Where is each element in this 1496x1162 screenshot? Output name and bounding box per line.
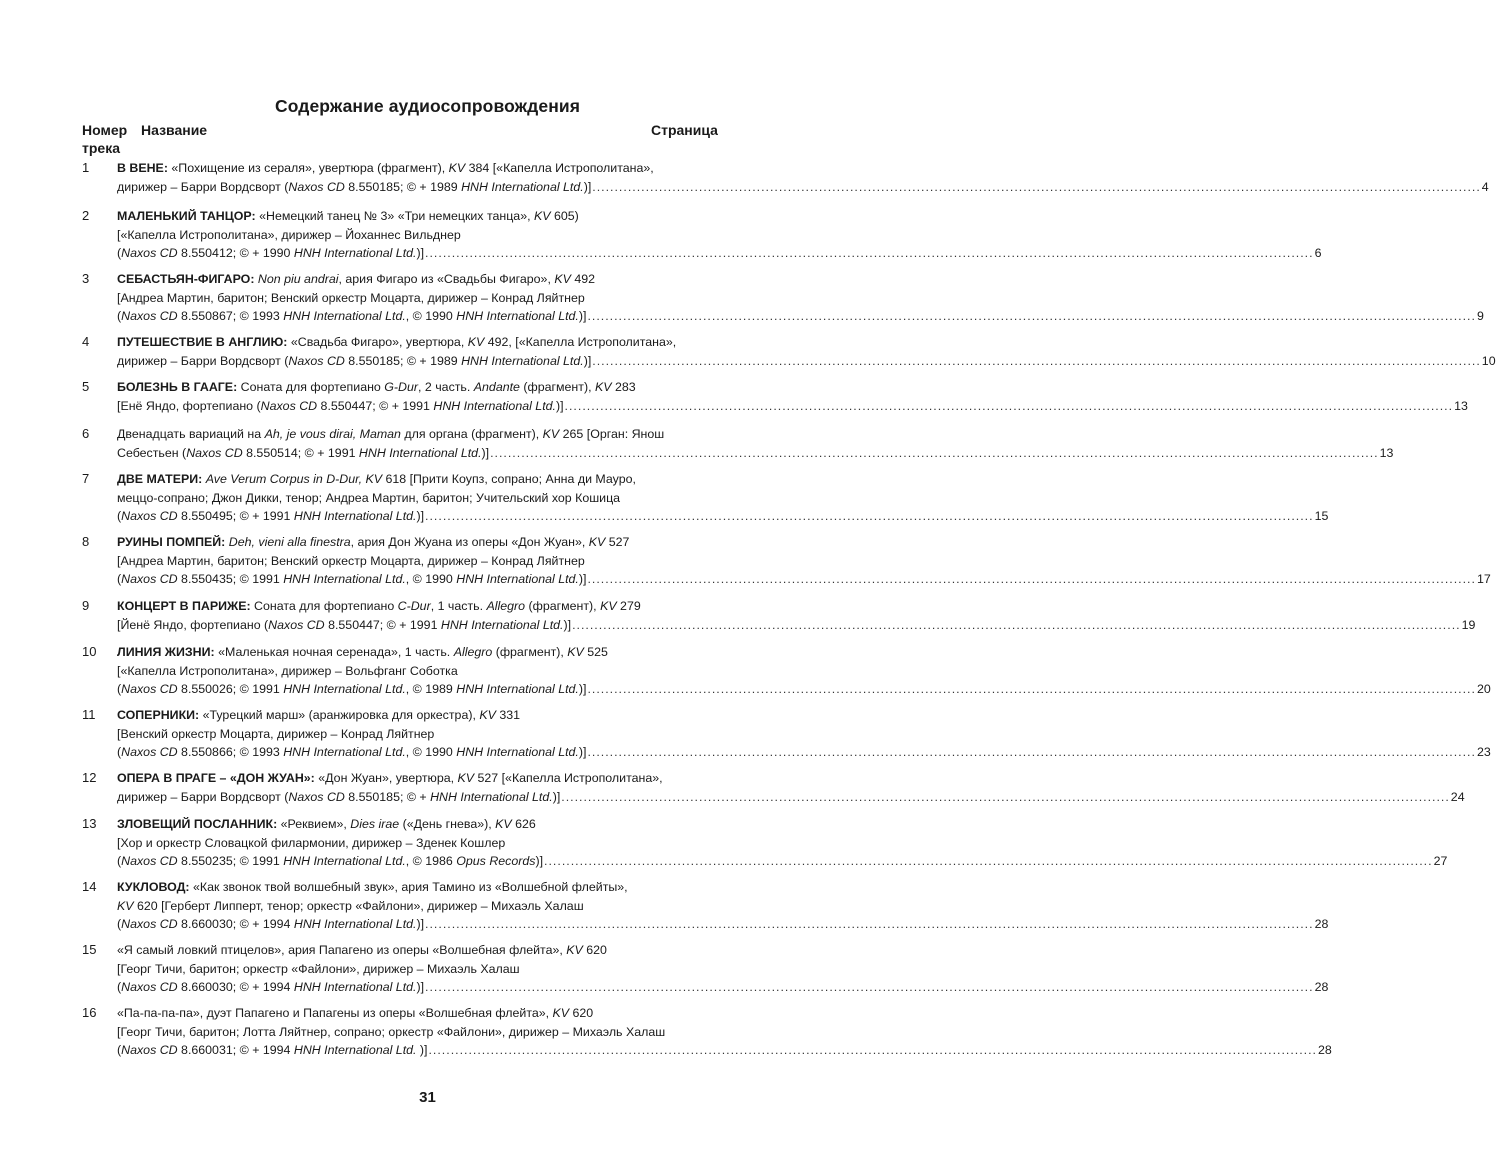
dot-leader: ........................................................................................................................................................................................................: [587, 572, 1476, 586]
track-description: [117, 878, 1329, 934]
track-text-line: ПУТЕШЕСТВИЕ В АНГЛИЮ: «Свадьба Фигаро», увертюра, KV 492, [«Капелла Истрополитана»,: [117, 335, 677, 349]
track-description: [117, 1004, 1332, 1060]
track-description: [117, 425, 1394, 462]
track-text-line: (Naxos CD 8.660031; © + 1994 HNH International Ltd. )]: [117, 1043, 428, 1057]
track-page: 28: [1314, 917, 1329, 931]
track-text-line: [Хор и оркестр Словацкой филармонии, дирижер – Зденек Кошлер: [117, 835, 506, 850]
track-description: [117, 706, 1491, 762]
track-text-line: [Енё Яндо, фортепиано (Naxos CD 8.550447; © + 1991 HNH International Ltd.)]: [117, 398, 564, 413]
track-page: 19: [1461, 617, 1476, 632]
track-number: 3: [82, 271, 90, 286]
column-header-title: Название: [141, 122, 208, 138]
track-text-line: дирижер – Барри Вордсворт (Naxos CD 8.550185; © + 1989 HNH International Ltd.)]: [117, 353, 592, 368]
track-page: 15: [1314, 509, 1329, 523]
track-page: 6: [1314, 246, 1322, 260]
track-text-line: [Георг Тичи, баритон; оркестр «Файлони», дирижер – Михаэль Халаш: [117, 961, 520, 976]
track-page: 23: [1476, 745, 1491, 759]
track-number: 8: [82, 534, 90, 549]
track-number: 4: [82, 334, 90, 349]
track-page: 17: [1476, 572, 1491, 586]
track-number: 11: [82, 707, 96, 722]
track-number: 2: [82, 208, 90, 223]
track-text-line: Двенадцать вариаций на Ah, je vous dirai, Maman для органа (фрагмент), KV 265 [Орган: Янош: [117, 427, 665, 441]
track-description: [117, 815, 1448, 871]
dot-leader: ........................................................................................................................................................................................................: [425, 246, 1314, 260]
track-text-line: ЗЛОВЕЩИЙ ПОСЛАННИК: «Реквием», Dies irae («День гнева»), KV 626: [117, 817, 536, 831]
track-description: [117, 333, 1496, 370]
track-text-line: (Naxos CD 8.550867; © 1993 HNH International Ltd., © 1990 HNH International Ltd.)]: [117, 309, 587, 323]
track-description: [117, 159, 1489, 196]
track-text-line: КУКЛОВОД: «Как звонок твой волшебный звук», ария Тамино из «Волшебной флейты»,: [117, 880, 628, 894]
track-number: 7: [82, 471, 90, 486]
track-text-line: [Венский оркестр Моцарта, дирижер – Конрад Ляйтнер: [117, 726, 435, 741]
track-number: 5: [82, 379, 90, 394]
dot-leader: ........................................................................................................................................................................................................: [587, 745, 1476, 759]
track-text-line: «Па-па-па-па», дуэт Папагено и Папагены из оперы «Волшебная флейта», KV 620: [117, 1006, 594, 1020]
column-header-number: Номер трека: [82, 122, 128, 156]
dot-leader: ........................................................................................................................................................................................................: [490, 445, 1379, 460]
track-number: 10: [82, 644, 97, 659]
track-text-line: KV 620 [Герберт Липперт, тенор; оркестр «Файлони», дирижер – Михаэль Халаш: [117, 898, 584, 913]
track-text-line: дирижер – Барри Вордсворт (Naxos CD 8.550185; © + HNH International Ltd.)]: [117, 789, 561, 804]
track-text-line: (Naxos CD 8.550435; © 1991 HNH International Ltd., © 1990 HNH International Ltd.)]: [117, 572, 587, 586]
track-text-line: меццо-сопрано; Джон Дикки, тенор; Андреа Мартин, баритон; Учительский хор Кошица: [117, 490, 621, 505]
page-title: Содержание аудиосопровождения: [274, 96, 581, 116]
track-description: [117, 597, 1476, 634]
track-text-line: Себестьен (Naxos CD 8.550514; © + 1991 HNH International Ltd.)]: [117, 445, 490, 460]
track-description: [117, 769, 1465, 806]
track-text-line: СОПЕРНИКИ: «Турецкий марш» (аранжировка для оркестра), KV 331: [117, 708, 521, 722]
track-number: 1: [82, 160, 90, 175]
track-text-line: (Naxos CD 8.660030; © + 1994 HNH International Ltd.)]: [117, 917, 425, 931]
track-page: 27: [1433, 854, 1448, 868]
dot-leader: ........................................................................................................................................................................................................: [592, 179, 1481, 194]
track-number: 13: [82, 816, 97, 831]
track-description: [117, 643, 1491, 699]
track-text-line: (Naxos CD 8.550235; © 1991 HNH International Ltd., © 1986 Opus Records)]: [117, 854, 544, 868]
track-number: 12: [82, 770, 97, 785]
dot-leader: ........................................................................................................................................................................................................: [544, 854, 1433, 868]
track-text-line: (Naxos CD 8.550866; © 1993 HNH International Ltd., © 1990 HNH International Ltd.)]: [117, 745, 587, 759]
dot-leader: ........................................................................................................................................................................................................: [572, 617, 1461, 632]
track-text-line: РУИНЫ ПОМПЕЙ: Deh, vieni alla finestra, ария Дон Жуана из оперы «Дон Жуан», KV 527: [117, 535, 630, 549]
track-text-line: БОЛЕЗНЬ В ГААГЕ: Соната для фортепиано G-Dur, 2 часть. Andante (фрагмент), KV 283: [117, 380, 636, 394]
page-number: 31: [419, 1089, 436, 1106]
track-page: 13: [1454, 398, 1468, 413]
track-text-line: (Naxos CD 8.660030; © + 1994 HNH International Ltd.)]: [117, 980, 425, 994]
dot-leader: ........................................................................................................................................................................................................: [425, 509, 1314, 523]
track-page: 13: [1379, 445, 1394, 460]
track-text-line: (Naxos CD 8.550412; © + 1990 HNH International Ltd.)]: [117, 246, 425, 260]
track-text-line: МАЛЕНЬКИЙ ТАНЦОР: «Немецкий танец № 3» «Три немецких танца», KV 605): [117, 209, 579, 223]
track-text-line: [Георг Тичи, баритон; Лотта Ляйтнер, сопрано; оркестр «Файлони», дирижер – Михаэль Халаш: [117, 1024, 666, 1039]
track-page: 4: [1481, 179, 1489, 194]
dot-leader: ........................................................................................................................................................................................................: [564, 398, 1454, 413]
track-description: [117, 941, 1329, 997]
track-text-line: [Андреа Мартин, баритон; Венский оркестр Моцарта, дирижер – Конрад Ляйтнер: [117, 553, 585, 568]
track-number: 14: [82, 879, 97, 894]
track-text-line: [Андреа Мартин, баритон; Венский оркестр Моцарта, дирижер – Конрад Ляйтнер: [117, 290, 585, 305]
track-page: 28: [1318, 1043, 1332, 1057]
track-page: 28: [1314, 980, 1329, 994]
dot-leader: ........................................................................................................................................................................................................: [425, 917, 1314, 931]
dot-leader: ........................................................................................................................................................................................................: [587, 682, 1476, 696]
track-text-line: ОПЕРА В ПРАГЕ – «ДОН ЖУАН»: «Дон Жуан», увертюра, KV 527 [«Капелла Истрополитана»,: [117, 771, 663, 785]
track-text-line: КОНЦЕРТ В ПАРИЖЕ: Соната для фортепиано C-Dur, 1 часть. Allegro (фрагмент), KV 279: [117, 599, 641, 613]
track-text-line: «Я самый ловкий птицелов», ария Папагено из оперы «Волшебная флейта», KV 620: [117, 943, 607, 957]
track-text-line: (Naxos CD 8.550026; © 1991 HNH International Ltd., © 1989 HNH International Ltd.)]: [117, 682, 587, 696]
track-page: 10: [1481, 353, 1496, 368]
track-description: [117, 270, 1484, 326]
dot-leader: ........................................................................................................................................................................................................: [592, 353, 1481, 368]
track-number: 16: [82, 1005, 97, 1020]
dot-leader: ........................................................................................................................................................................................................: [561, 789, 1450, 804]
dot-leader: ........................................................................................................................................................................................................: [425, 980, 1314, 994]
track-page: 24: [1450, 789, 1465, 804]
track-description: [117, 533, 1491, 589]
track-text-line: [Йенё Яндо, фортепиано (Naxos CD 8.550447; © + 1991 HNH International Ltd.)]: [117, 617, 572, 632]
track-text-line: (Naxos CD 8.550495; © + 1991 HNH International Ltd.)]: [117, 509, 425, 523]
track-text-line: [«Капелла Истрополитана», дирижер – Йоханнес Вильднер: [117, 227, 461, 242]
track-page: 20: [1476, 682, 1491, 696]
track-description: [117, 378, 1468, 415]
track-text-line: дирижер – Барри Вордсворт (Naxos CD 8.550185; © + 1989 HNH International Ltd.)]: [117, 179, 592, 194]
track-number: 15: [82, 942, 97, 957]
track-number: 9: [82, 598, 90, 613]
track-page: 9: [1476, 309, 1484, 323]
column-header-page: Страница: [651, 122, 718, 138]
track-number: 6: [82, 426, 90, 441]
track-text-line: ЛИНИЯ ЖИЗНИ: «Маленькая ночная серенада», 1 часть. Allegro (фрагмент), KV 525: [117, 645, 608, 659]
track-description: [117, 470, 1329, 526]
dot-leader: ........................................................................................................................................................................................................: [587, 309, 1476, 323]
track-text-line: СЕБАСТЬЯН-ФИГАРО: Non piu andrai, ария Фигаро из «Свадьбы Фигаро», KV 492: [117, 272, 595, 286]
dot-leader: ........................................................................................................................................................................................................: [428, 1043, 1317, 1057]
track-description: [117, 207, 1322, 263]
track-text-line: В ВЕНЕ: «Похищение из сераля», увертюра (фрагмент), KV 384 [«Капелла Истрополитана»,: [117, 161, 654, 175]
track-text-line: ДВЕ МАТЕРИ: Ave Verum Corpus in D-Dur, KV 618 [Прити Коупз, сопрано; Анна ди Мауро,: [117, 472, 636, 486]
track-text-line: [«Капелла Истрополитана», дирижер – Вольфганг Соботка: [117, 663, 458, 678]
